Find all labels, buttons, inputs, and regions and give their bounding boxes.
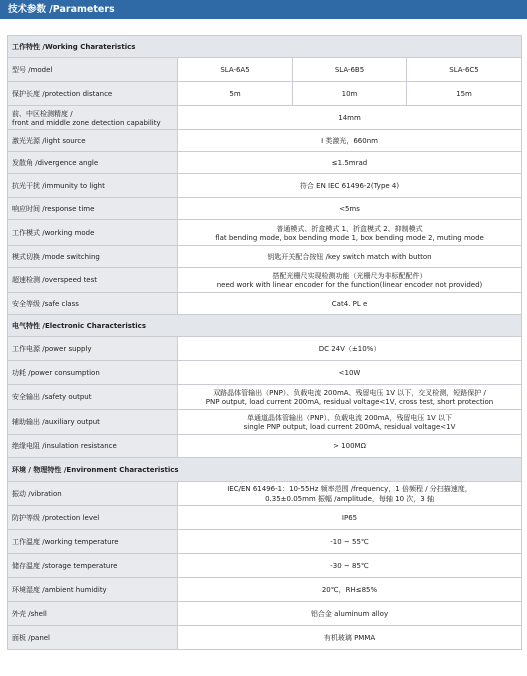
model-value: SLA-6B5 xyxy=(293,58,407,82)
row-value: Cat4. PL e xyxy=(178,293,522,315)
row-value: I 类激光，660nm xyxy=(178,130,522,152)
row-value: 钥匙开关配合按钮 /key switch match with button xyxy=(178,246,522,268)
row-label: 型号 /model xyxy=(8,58,178,82)
row-value-line: single PNP output, load current 200mA, residual voltage<1V xyxy=(243,423,456,431)
row-value-line: 双路晶体管输出（PNP）、负载电流 200mA、残留电压 1V 以下，交叉检测，短路保护 / xyxy=(213,389,486,397)
row-label: 安全等级 /safe class xyxy=(8,293,178,315)
table-row xyxy=(8,554,522,578)
table-row xyxy=(8,506,522,530)
table-row xyxy=(8,268,522,293)
table-row xyxy=(8,246,522,268)
table-row xyxy=(8,361,522,385)
table-row xyxy=(8,385,522,410)
row-value-line: 单通道晶体管输出（PNP）、负载电流 200mA，残留电压 1V 以下 xyxy=(246,414,453,422)
distance-value: 15m xyxy=(407,82,522,106)
table-row xyxy=(8,626,522,650)
row-label-line: front and middle zone detection capability xyxy=(12,118,161,127)
row-label: 辅助输出 /auxiliary output xyxy=(8,410,178,435)
row-label: 储存温度 /storage temperature xyxy=(8,554,178,578)
row-label: 绝缘电阻 /insulation resistance xyxy=(8,435,178,458)
row-label: 振动 /vibration xyxy=(8,482,178,506)
row-value: <5ms xyxy=(178,198,522,220)
row-label: 响应时间 /response time xyxy=(8,198,178,220)
table-row xyxy=(8,530,522,554)
table-row xyxy=(8,578,522,602)
parameters-banner: 技术参数 /Parameters xyxy=(0,0,527,19)
row-value: IP65 xyxy=(178,506,522,530)
table-row xyxy=(8,293,522,315)
section-header-environment xyxy=(8,458,522,482)
row-value xyxy=(178,268,522,293)
row-label: 发散角 /divergence angle xyxy=(8,152,178,174)
row-value: <10W xyxy=(178,361,522,385)
section-title: 环境 / 物理特性 /Environment Characteristics xyxy=(8,458,522,482)
parameters-table xyxy=(7,35,522,650)
table-row xyxy=(8,410,522,435)
row-value-line: IEC/EN 61496-1：10-55Hz 频率范围 /frequency，1 倍频程 / 分扫描速度， xyxy=(227,484,472,493)
table-row xyxy=(8,482,522,506)
row-label: 抗光干扰 /immunity to light xyxy=(8,174,178,198)
section-header-working xyxy=(8,36,522,58)
row-value xyxy=(178,220,522,246)
row-value: DC 24V（±10%） xyxy=(178,337,522,361)
row-label: 工作电源 /power supply xyxy=(8,337,178,361)
model-value: SLA-6C5 xyxy=(407,58,522,82)
table-row xyxy=(8,58,522,82)
row-value: ≤1.5mrad xyxy=(178,152,522,174)
row-label-line: 前、中区检测精度 / xyxy=(12,109,73,118)
row-value-line: 0.35±0.05mm 振幅 /amplitude，每轴 10 次，3 轴 xyxy=(265,494,434,503)
table-row xyxy=(8,130,522,152)
row-value: 14mm xyxy=(178,106,522,130)
distance-value: 5m xyxy=(178,82,293,106)
row-value-line: need work with linear encoder for the function(linear encoder not provided) xyxy=(216,281,483,289)
row-label: 保护长度 /protection distance xyxy=(8,82,178,106)
table-row xyxy=(8,220,522,246)
row-label: 外壳 /shell xyxy=(8,602,178,626)
row-value xyxy=(178,385,522,410)
row-label: 环境湿度 /ambient humidity xyxy=(8,578,178,602)
row-value: 符合 EN IEC 61496-2(Type 4) xyxy=(178,174,522,198)
distance-value: 10m xyxy=(293,82,407,106)
row-label: 模式切换 /mode switching xyxy=(8,246,178,268)
row-value-line: PNP output, load current 200mA, residual voltage<1V, cross test, short protection xyxy=(205,398,494,406)
row-value-line: flat bending mode, box bending mode 1, box bending mode 2, muting mode xyxy=(215,233,484,242)
table-row xyxy=(8,337,522,361)
row-value: 20℃，RH≤85% xyxy=(178,578,522,602)
row-label: 超速检测 /overspeed test xyxy=(8,268,178,293)
row-value-line: 普通模式、折盒模式 1、折盒模式 2、抑制模式 xyxy=(276,224,423,233)
row-value-line: 搭配光栅尺实现检测功能（光栅尺为非标配配件） xyxy=(272,272,427,280)
row-label xyxy=(8,106,178,130)
table-row xyxy=(8,174,522,198)
section-header-electronic xyxy=(8,315,522,337)
row-label: 防护等级 /protection level xyxy=(8,506,178,530)
row-label: 面板 /panel xyxy=(8,626,178,650)
row-label: 工作模式 /working mode xyxy=(8,220,178,246)
row-value: -10 ~ 55℃ xyxy=(178,530,522,554)
table-row xyxy=(8,106,522,130)
row-value xyxy=(178,410,522,435)
table-row xyxy=(8,435,522,458)
row-label: 激光光源 /light source xyxy=(8,130,178,152)
table-row xyxy=(8,602,522,626)
row-label: 工作温度 /working temperature xyxy=(8,530,178,554)
row-label: 功耗 /power consumption xyxy=(8,361,178,385)
row-value: 有机玻璃 PMMA xyxy=(178,626,522,650)
section-title: 电气特性 /Electronic Characteristics xyxy=(8,315,522,337)
row-value: -30 ~ 85℃ xyxy=(178,554,522,578)
row-value: > 100MΩ xyxy=(178,435,522,458)
section-title: 工作特性 /Working Charateristics xyxy=(8,36,522,58)
row-value: 铝合金 aluminum alloy xyxy=(178,602,522,626)
model-value: SLA-6A5 xyxy=(178,58,293,82)
table-row xyxy=(8,82,522,106)
table-row xyxy=(8,152,522,174)
row-label: 安全输出 /safety output xyxy=(8,385,178,410)
table-row xyxy=(8,198,522,220)
row-value xyxy=(178,482,522,506)
